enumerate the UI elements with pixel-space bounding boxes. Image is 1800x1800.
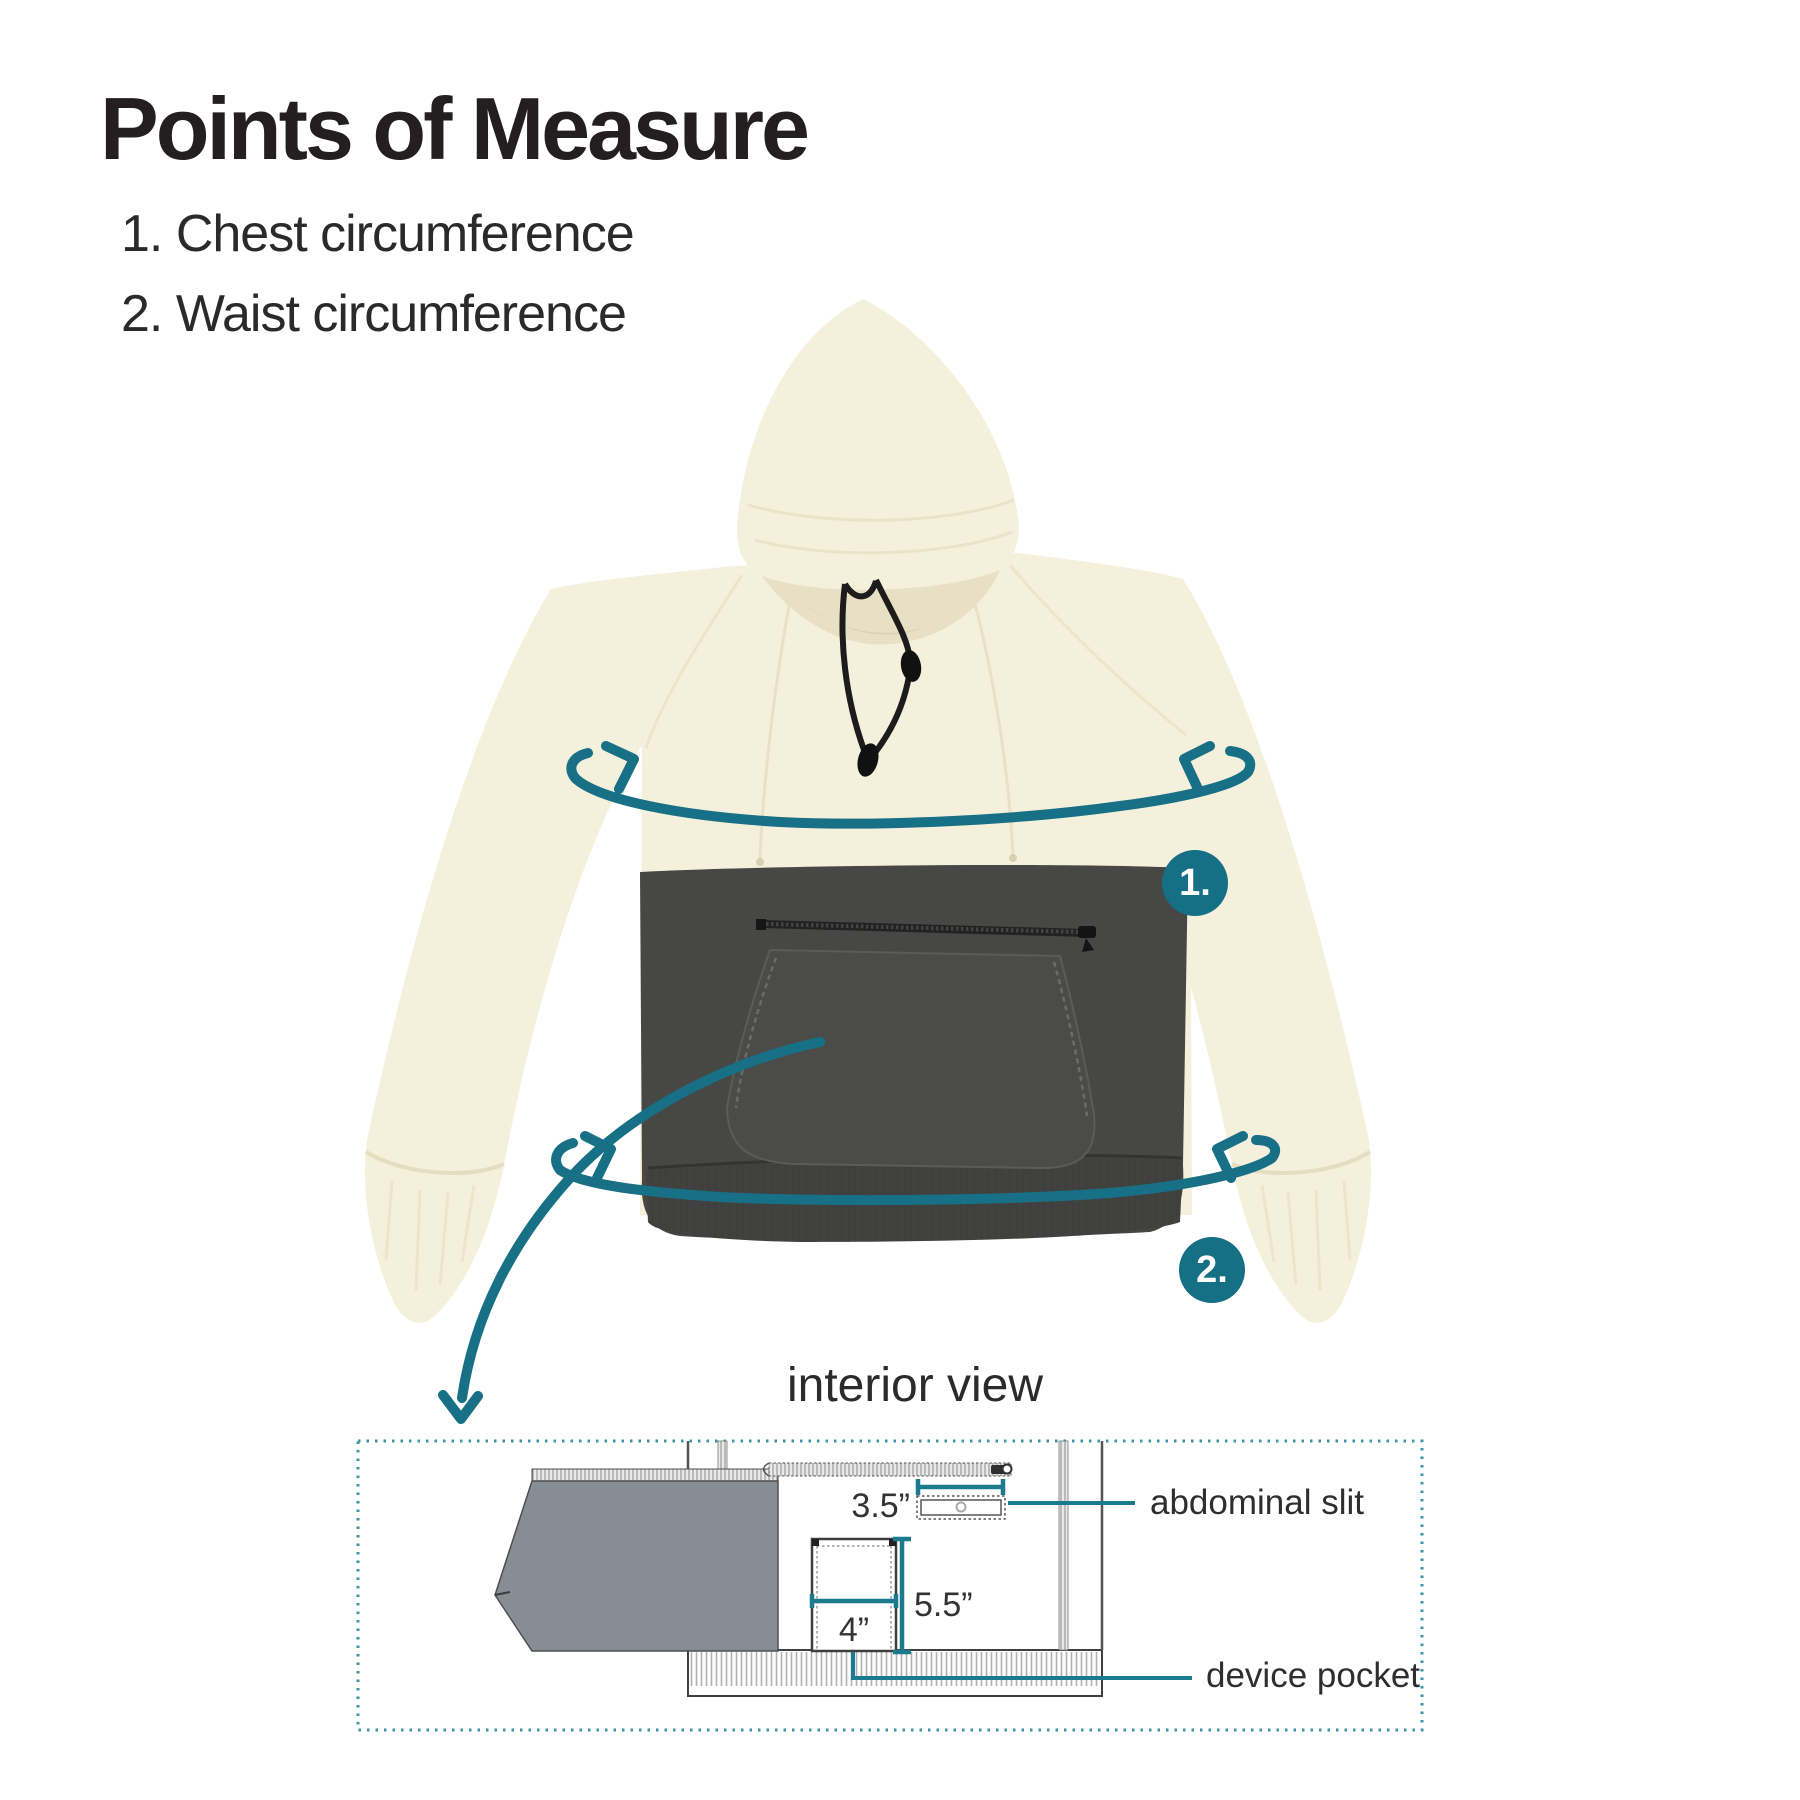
- slit-width-label: 3.5”: [851, 1487, 910, 1525]
- interior-view-title: interior view: [786, 1359, 1044, 1412]
- measure-item-waist: 2. Waist circumference: [121, 285, 626, 343]
- callout-badge-waist: 2.: [1179, 1237, 1245, 1303]
- abdominal-slit: [917, 1496, 1005, 1519]
- hoodie-hood: [737, 299, 1019, 592]
- abdominal-slit-label: abdominal slit: [1150, 1483, 1364, 1522]
- abdominal-zipper: [764, 1463, 1012, 1476]
- slit-width-dimension: [918, 1479, 1003, 1495]
- callout-badge-chest: 1.: [1162, 850, 1228, 916]
- pocket-height-label: 5.5”: [914, 1586, 973, 1624]
- pocket-width-label: 4”: [838, 1611, 870, 1649]
- hoodie-photo: [365, 299, 1371, 1323]
- pocket-bag-shape: [495, 1469, 778, 1651]
- slit-grommet: [957, 1503, 966, 1512]
- kangaroo-pocket: [727, 950, 1095, 1168]
- device-pocket-label: device pocket: [1206, 1656, 1421, 1695]
- interior-waistband: [688, 1650, 1102, 1696]
- page-title: Points of Measure: [100, 79, 807, 178]
- measure-item-chest: 1. Chest circumference: [121, 205, 634, 263]
